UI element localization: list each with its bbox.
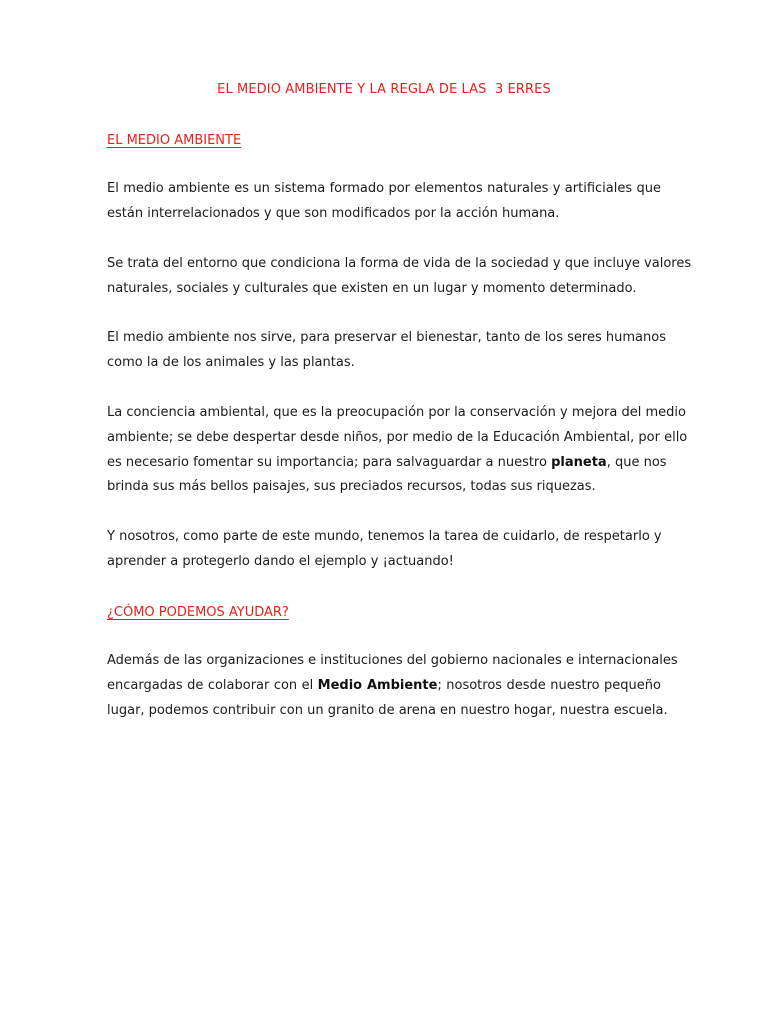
line-text: encargadas de colaborar con el <box>107 677 318 693</box>
paragraph-line: brinda sus más bellos paisajes, sus preciados recursos, todas sus riquezas. <box>107 479 596 495</box>
paragraph-definition <box>107 177 661 227</box>
section-heading-medio-ambiente: EL MEDIO AMBIENTE <box>107 133 242 148</box>
paragraph-line: están interrelacionados y que son modificados por la acción humana. <box>107 205 560 221</box>
bold-term-planeta: planeta <box>551 454 607 470</box>
paragraph-line <box>107 674 661 699</box>
paragraph-line: Se trata del entorno que condiciona la forma de vida de la sociedad y que incluye valores <box>107 256 692 271</box>
section-heading-como-ayudar: ¿CÓMO PODEMOS AYUDAR? <box>107 605 289 620</box>
paragraph-nosotros <box>107 525 661 575</box>
paragraph-line: El medio ambiente nos sirve, para preservar el bienestar, tanto de los seres humanos <box>107 330 666 345</box>
paragraph-line: Además de las organizaciones e instituciones del gobierno nacionales e internacionales <box>107 653 678 668</box>
paragraph-conciencia-ambiental <box>107 401 688 500</box>
paragraph-line: ambiente; se debe despertar desde niños, por medio de la Educación Ambiental, por ello <box>107 429 688 445</box>
paragraph-entorno <box>107 252 692 302</box>
paragraph-line: Y nosotros, como parte de este mundo, tenemos la tarea de cuidarlo, de respetarlo y <box>107 529 662 544</box>
paragraph-line: La conciencia ambiental, que es la preocupación por la conservación y mejora del medio <box>107 405 686 420</box>
paragraph-line: El medio ambiente es un sistema formado por elementos naturales y artificiales que <box>107 181 661 196</box>
line-text: , que nos <box>606 454 667 470</box>
line-text: es necesario fomentar su importancia; para salvaguardar a nuestro <box>107 454 552 470</box>
paragraph-bienestar <box>107 326 666 376</box>
paragraph-line: como la de los animales y las plantas. <box>107 354 355 370</box>
bold-term-medio-ambiente: Medio Ambiente <box>317 677 438 693</box>
paragraph-line: naturales, sociales y culturales que existen en un lugar y momento determinado. <box>107 280 637 296</box>
paragraph-organizaciones <box>107 649 678 723</box>
paragraph-line: lugar, podemos contribuir con un granito de arena en nuestro hogar, nuestra escuela. <box>107 702 668 718</box>
paragraph-line <box>107 451 667 476</box>
document-title: EL MEDIO AMBIENTE Y LA REGLA DE LAS 3 ERRES <box>217 82 551 97</box>
paragraph-line: aprender a protegerlo dando el ejemplo y ¡actuando! <box>107 553 454 569</box>
line-text: ; nosotros desde nuestro pequeño <box>437 677 661 693</box>
